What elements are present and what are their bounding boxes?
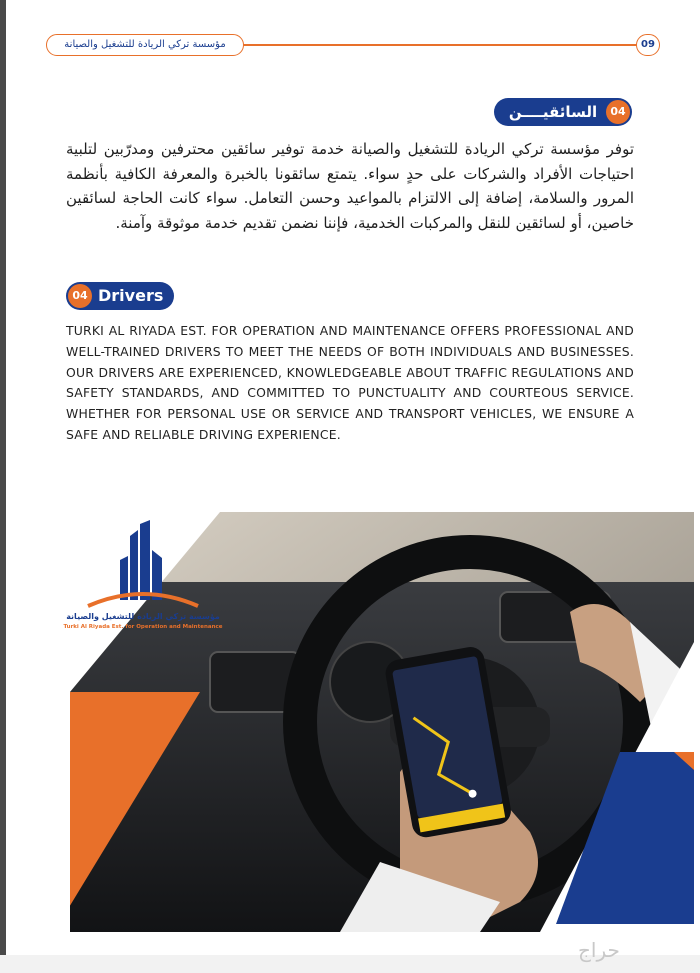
section-number-english: 04 [68,284,92,308]
section-number-arabic: 04 [606,100,630,124]
section-title-english: Drivers [98,286,164,305]
logo-name-arabic: مؤسسة تركي الريادة للتشغيل والصيانة [66,612,220,621]
section-badge-english [66,282,174,310]
section-body-arabic: توفر مؤسسة تركي الريادة للتشغيل والصيانة خدمة توفير سائقين محترفين ومدرّبين لتلبية احتياجات الأفراد والشركات على حدٍ سواء. يتمتع سائقونا بالخبرة والمعرفة الكافية بأنظمة المرور والسلامة، إضافة إلى الالتزام بالمواعيد وحسن التعامل. سواء كانت الحاجة لسائقين خاصين، أو لسائقين للنقل والمركبات الخدمية، فإننا نضمن تقديم خدمة موثوقة وآمنة. [66,140,634,232]
company-logo [58,520,228,640]
watermark: حراج [578,938,620,962]
section-title-arabic: السائقيــــن [508,103,598,121]
section-body-english: TURKI AL RIYADA EST. FOR OPERATION AND MAINTENANCE OFFERS PROFESSIONAL AND WELL-TRAINED DRIVERS TO MEET THE NEEDS OF BOTH INDIVIDUALS AND BUSINESSES. OUR DRIVERS ARE EXPERIENCED, KNOWLEDGEABLE ABOUT TRAFFIC REGULATIONS AND SAFETY STANDARDS, AND COMMITTED TO PUNCTUALITY AND COURTEOUS SERVICE. WHETHER FOR PERSONAL USE OR SERVICE AND TRANSPORT VEHICLES, WE ENSURE A SAFE AND RELIABLE DRIVING EXPERIENCE. [66,323,634,442]
page-edge [0,0,6,973]
logo-name-english: Turki Al Riyada Est. for Operation and Maintenance [63,624,223,630]
page-number: 09 [636,34,660,56]
header-rule [240,44,638,46]
header-org-name: مؤسسة تركي الريادة للتشغيل والصيانة [46,34,244,56]
section-badge-arabic [494,98,632,126]
